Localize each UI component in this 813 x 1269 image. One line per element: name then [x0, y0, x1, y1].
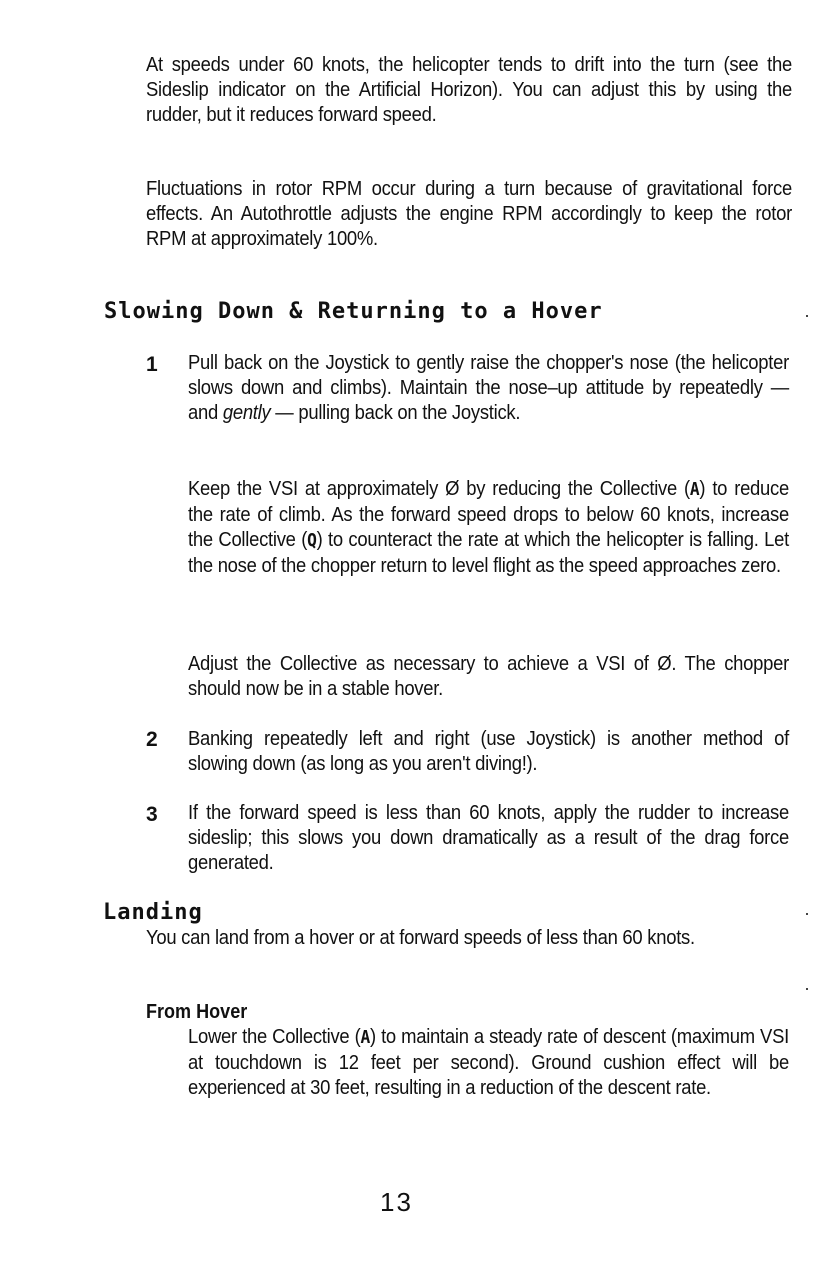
step-1-paragraph-3: Adjust the Collective as necessary to achieve a VSI of Ø. The chopper should now be in a stable hover.	[188, 652, 789, 700]
intro-paragraph-2: Fluctuations in rotor RPM occur during a turn because of gravitational force effects. An Autothrottle adjusts the engine RPM accordingly to keep the rotor RPM at approximately 100%.	[146, 177, 792, 250]
section-heading-landing: Landing	[103, 900, 203, 925]
step-2-paragraph: Banking repeatedly left and right (use Joystick) is another method of slowing down (as long as you aren't diving!).	[188, 727, 789, 775]
section-heading-slowing-down: Slowing Down & Returning to a Hover	[104, 299, 603, 324]
landing-intro: You can land from a hover or at forward speeds of less than 60 knots.	[146, 926, 695, 949]
intro-paragraph-1: At speeds under 60 knots, the helicopter tends to drift into the turn (see the Sideslip indicator on the Artificial Horizon). You can adjust this by using the rudder, but it reduces forward speed.	[146, 53, 792, 126]
step-number-1: 1	[146, 353, 158, 376]
emphasis-gently: gently	[222, 401, 271, 424]
scan-speck	[806, 988, 808, 990]
step-number-2: 2	[146, 728, 158, 751]
step-1-paragraph-1: Pull back on the Joystick to gently raise the chopper's nose (the helicopter slows down and climbs). Maintain the nose–up attitude by repeatedly — and gently — pulling back on the Joystick.	[188, 351, 789, 424]
key-a: A	[360, 1027, 370, 1048]
subheading-from-hover: From Hover	[146, 1000, 248, 1023]
page-number: 13	[380, 1187, 413, 1217]
key-q: Q	[307, 530, 317, 551]
step-number-3: 3	[146, 803, 158, 826]
from-hover-paragraph: Lower the Collective (A) to maintain a steady rate of descent (maximum VSI at touchdown is 12 feet per second). Ground cushion effect will be experienced at 30 feet, resulting in a reduction of the descent rate.	[188, 1025, 789, 1099]
key-a: A	[689, 479, 700, 500]
step-1-paragraph-2: Keep the VSI at approximately Ø by reducing the Collective (A) to reduce the rate of climb. As the forward speed drops to below 60 knots, increase the Collective (Q) to counteract the rate at which the helicopter is falling. Let the nose of the chopper return to level flight as the speed approaches zero.	[188, 477, 789, 577]
step-3-paragraph: If the forward speed is less than 60 knots, apply the rudder to increase sideslip; this slows you down dramatically as a result of the drag force generated.	[188, 801, 789, 874]
scan-speck	[806, 913, 808, 915]
scan-speck	[806, 315, 808, 317]
